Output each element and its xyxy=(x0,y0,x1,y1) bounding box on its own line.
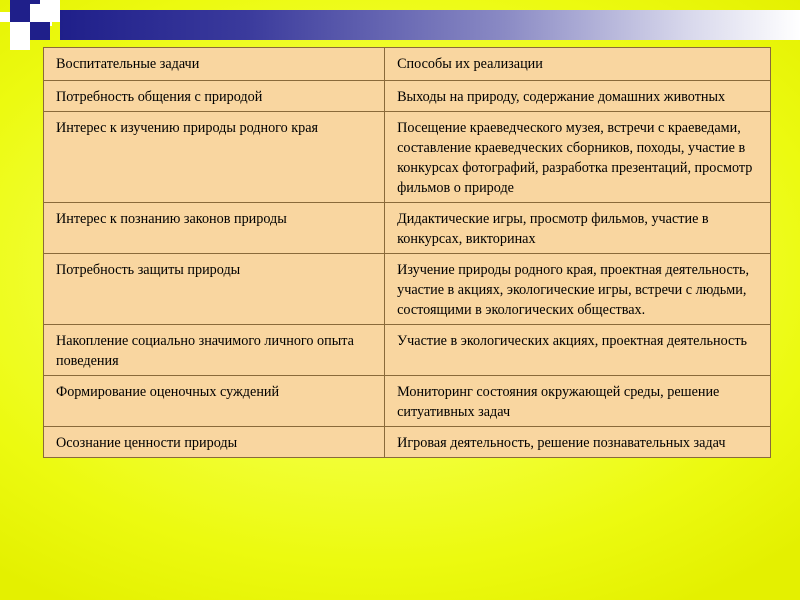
method-cell: Игровая деятельность, решение познавательных задач xyxy=(385,427,771,458)
table-row xyxy=(44,112,771,203)
tasks-table xyxy=(43,47,771,458)
top-gradient-bar xyxy=(60,10,800,40)
decor-square xyxy=(10,22,30,50)
method-cell: Посещение краеведческого музея, встречи с краеведами, составление краеведческих сборников, походы, участие в конкурсах фотографий, разработка презентаций, просмотр фильмов о природе xyxy=(385,112,771,203)
method-cell: Дидактические игры, просмотр фильмов, участие в конкурсах, викторинах xyxy=(385,203,771,254)
method-cell: Участие в экологических акциях, проектная деятельность xyxy=(385,325,771,376)
tasks-table-container xyxy=(43,47,771,458)
task-cell: Накопление социально значимого личного опыта поведения xyxy=(44,325,385,376)
task-cell: Интерес к познанию законов природы xyxy=(44,203,385,254)
header-cell-tasks: Воспитательные задачи xyxy=(44,48,385,81)
table-row xyxy=(44,427,771,458)
table-header-row xyxy=(44,48,771,81)
task-cell: Осознание ценности природы xyxy=(44,427,385,458)
method-cell: Изучение природы родного края, проектная деятельность, участие в акциях, экологические игры, встречи с людьми, состоящими в экологических обществах. xyxy=(385,254,771,325)
task-cell: Потребность защиты природы xyxy=(44,254,385,325)
method-cell: Мониторинг состояния окружающей среды, решение ситуативных задач xyxy=(385,376,771,427)
decor-square xyxy=(30,22,50,40)
table-row xyxy=(44,325,771,376)
task-cell: Потребность общения с природой xyxy=(44,81,385,112)
table-row xyxy=(44,376,771,427)
method-cell: Выходы на природу, содержание домашних животных xyxy=(385,81,771,112)
table-row xyxy=(44,254,771,325)
table-row xyxy=(44,203,771,254)
task-cell: Формирование оценочных суждений xyxy=(44,376,385,427)
table-row xyxy=(44,81,771,112)
header-cell-methods: Способы их реализации xyxy=(385,48,771,81)
task-cell: Интерес к изучению природы родного края xyxy=(44,112,385,203)
decor-square xyxy=(0,12,10,22)
